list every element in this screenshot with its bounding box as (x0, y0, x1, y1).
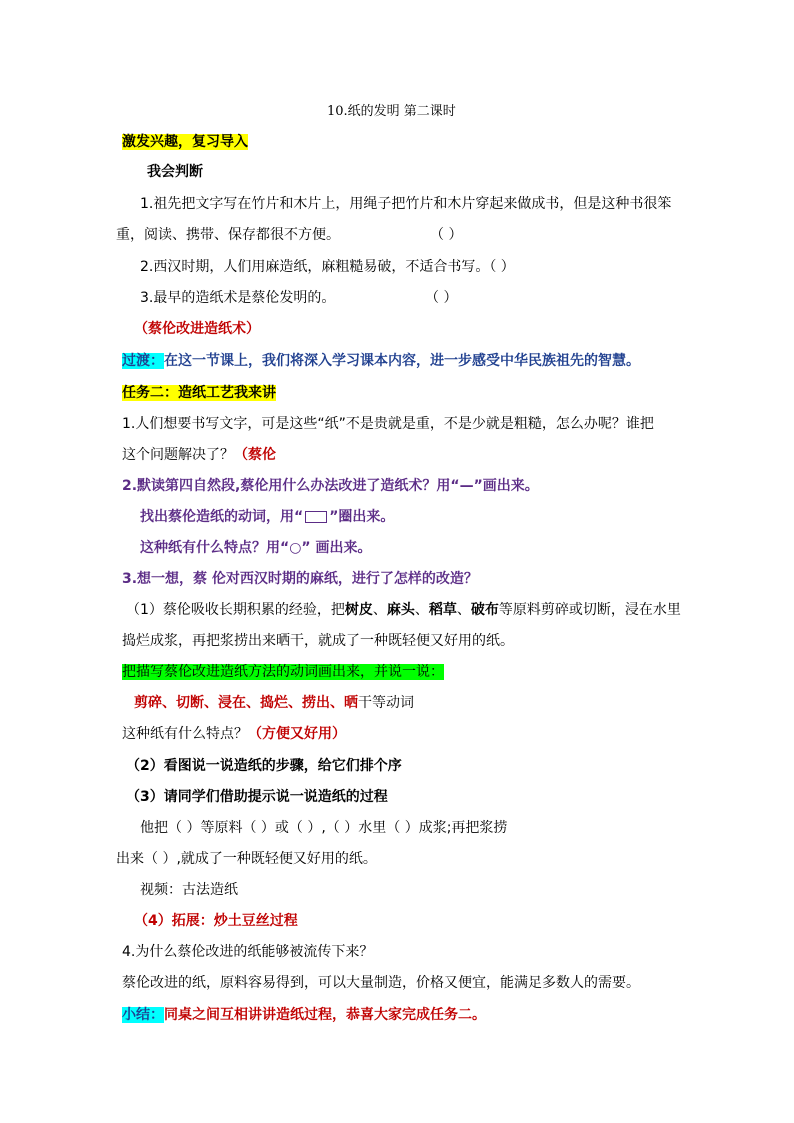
transition-line (122, 352, 640, 370)
judge-answer-blank-1: （ ） (430, 227, 463, 243)
page-title: 10.纸的发明 第二课时 (327, 104, 456, 119)
verbs-list: 剪碎、切断、浸在、捣烂、捞出、晒 (134, 695, 358, 711)
task-paragraph-3: 3.想一想，蔡 伦对西汉时期的麻纸，进行了怎样的改造？ (122, 571, 478, 587)
summary-text: 同桌之间互相讲讲造纸过程，恭喜大家完成任务二。 (164, 1007, 486, 1023)
task-paragraph-2-sub1: 找出蔡伦造纸的动词，用“ ”圈出来。 (140, 509, 395, 525)
task-paragraph-3-1-cont: 捣烂成浆，再把浆捞出来晒干，就成了一种既轻便又好用的纸。 (122, 633, 514, 649)
task-paragraph-1: 1.人们想要书写文字，可是这些“纸”不是贵就是重，不是少就是粗糙，怎么办呢？谁把 (122, 416, 654, 432)
feature-question-line: 这种纸有什么特点？（方便又好用） (122, 726, 346, 742)
feature-answer: （方便又好用） (248, 726, 346, 742)
transition-label: 过渡： (122, 353, 164, 369)
summary-label: 小结： (122, 1007, 164, 1023)
judge-question-1-cont: 重，阅读、携带、保存都很不方便。 (116, 227, 340, 243)
green-highlight-note: 把描写蔡伦改进造纸方法的动词画出来，并说一说： (122, 664, 444, 680)
transition-text: 在这一节课上，我们将深入学习课本内容，进一步感受中华民族祖先的智慧。 (164, 353, 640, 369)
task2-heading: 任务二：造纸工艺我来讲 (122, 385, 276, 401)
task-paragraph-3-2: （2）看图说一说造纸的步骤，给它们排个序 (126, 758, 402, 774)
rectangle-symbol-icon (305, 511, 327, 523)
task-paragraph-4: 4.为什么蔡伦改进的纸能够被流传下来？ (122, 944, 374, 960)
task-paragraph-3-4: （4）拓展：炒土豆丝过程 (134, 913, 298, 929)
judge-heading: 我会判断 (147, 164, 203, 180)
task-paragraph-1-cont: 这个问题解决了？（蔡伦 (122, 447, 276, 463)
judge-answer-blank-3: （ ） (425, 290, 458, 306)
summary-line (122, 1006, 486, 1024)
verbs-line (134, 694, 414, 712)
task-paragraph-3-1: （1）蔡伦吸收长期积累的经验，把树皮、麻头、稻草、破布等原料剪碎或切断，浸在水里 (126, 602, 681, 618)
task-paragraph-4-answer: 蔡伦改进的纸，原料容易得到，可以大量制造，价格又便宜，能满足多数人的需要。 (122, 975, 640, 991)
section-heading-intro: 激发兴趣，复习导入 (122, 134, 248, 150)
task-paragraph-2-sub2: 这种纸有什么特点？用“○” 画出来。 (140, 540, 372, 556)
judge-question-1: 1.祖先把文字写在竹片和木片上，用绳子把竹片和木片穿起来做成书，但是这种书很笨 (140, 196, 672, 212)
verbs-tail: 干等动词 (358, 695, 414, 711)
video-line: 视频：古法造纸 (140, 882, 238, 898)
judge-question-3: 3.最早的造纸术是蔡伦发明的。 (140, 290, 336, 306)
task-paragraph-2: 2.默读第四自然段,蔡伦用什么办法改进了造纸术？用“—”画出来。 (122, 478, 539, 494)
fill-in-line-2: 出来（ ）,就成了一种既轻便又好用的纸。 (116, 851, 377, 867)
fill-in-line-1: 他把（ ）等原料（ ）或（ ）,（ ）水里（ ）成浆;再把浆捞 (140, 820, 508, 836)
judge-question-2: 2.西汉时期，人们用麻造纸，麻粗糙易破，不适合书写。（ ） (140, 259, 515, 275)
task-paragraph-3-3: （3）请同学们借助提示说一说造纸的过程 (126, 789, 388, 805)
cailun-note: （蔡伦改进造纸术） (134, 321, 260, 337)
task-answer-cailun: （蔡伦 (234, 447, 276, 463)
